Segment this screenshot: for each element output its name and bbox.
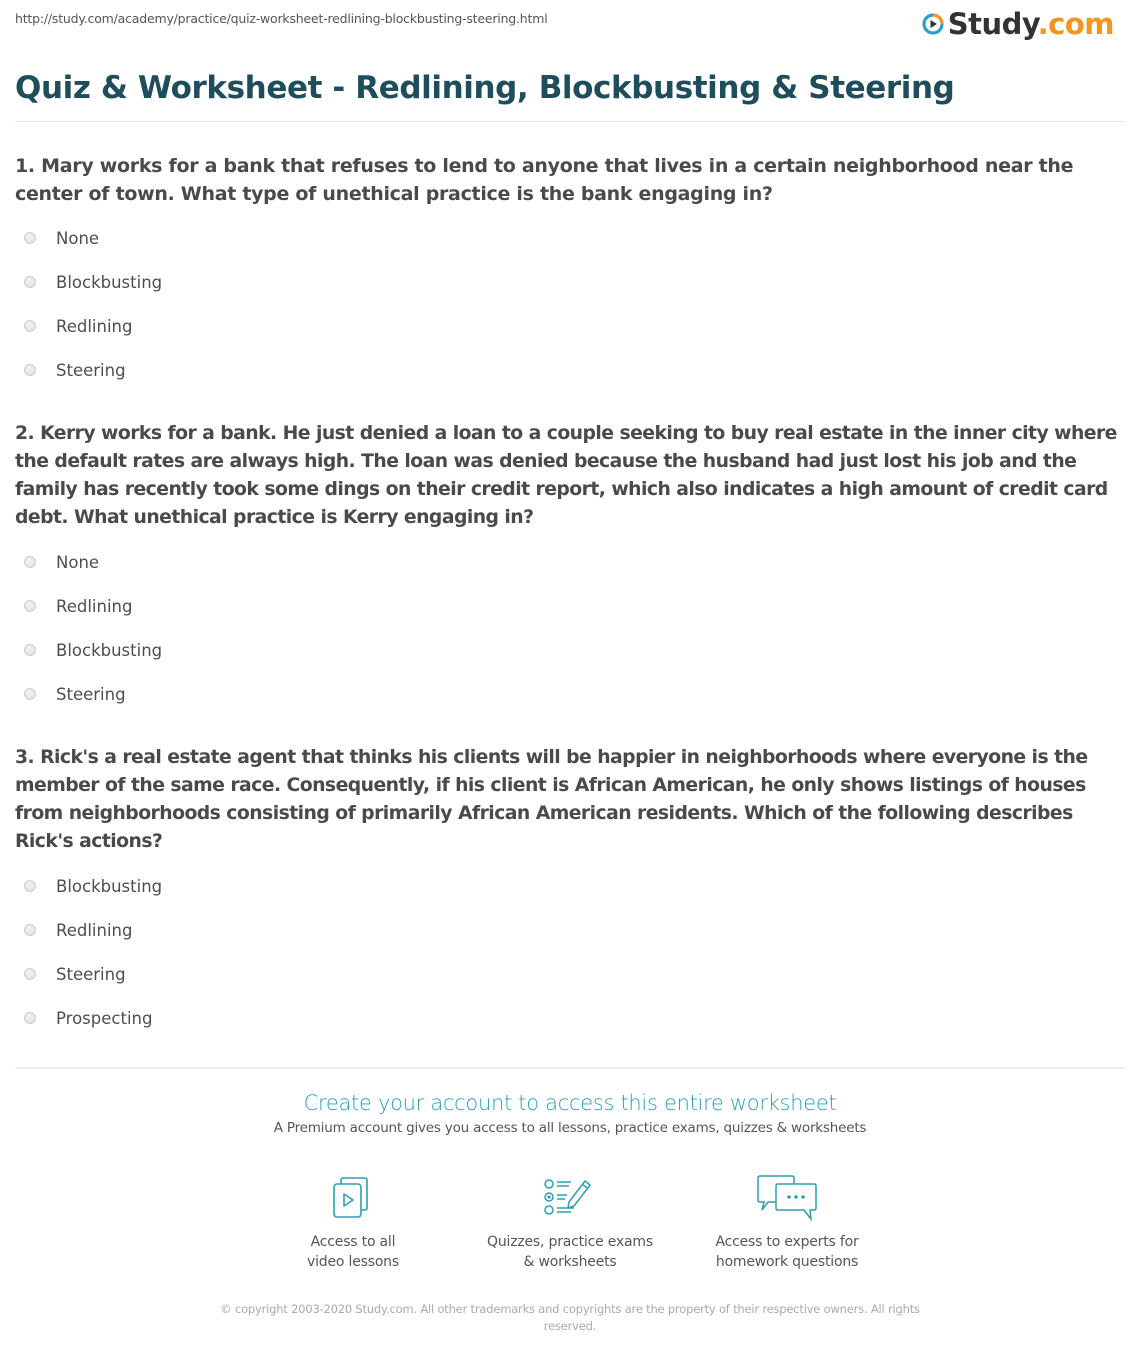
answer-label: Redlining [56,920,133,940]
feature-label: homework questions [715,1254,859,1270]
answer-label: Blockbusting [56,876,163,896]
radio-button[interactable] [24,644,36,656]
premium-features [0,1172,1140,1272]
radio-button[interactable] [24,968,36,980]
question-2 [15,420,1125,716]
video-lessons-icon [320,1172,386,1226]
logo-name: Study [947,7,1038,41]
answer-option[interactable] [15,260,1125,304]
page-url: http://study.com/academy/practice/quiz-worksheet-redlining-blockbusting-steering.html [15,11,548,26]
answer-label: Redlining [56,596,133,616]
answer-option[interactable] [15,908,1125,952]
answer-label: None [56,552,100,572]
answer-label: Blockbusting [56,272,163,292]
radio-button[interactable] [24,600,36,612]
radio-button[interactable] [24,556,36,568]
radio-button[interactable] [24,232,36,244]
answer-option[interactable] [15,952,1125,996]
answer-option[interactable] [15,628,1125,672]
answer-option[interactable] [15,996,1125,1040]
question-text: 3. Rick's a real estate agent that thinks his clients will be happier in neighborhoods where everyone is the member of the same race. Consequently, if his client is African American, he only shows listings of houses from neighborhoods consisting of primarily African American residents. Which of the following describes Rick's actions? [15,747,1088,852]
radio-button[interactable] [24,364,36,376]
answer-option[interactable] [15,672,1125,716]
feature-label: Access to all [310,1234,396,1250]
radio-button[interactable] [24,924,36,936]
feature-label: & worksheets [523,1254,617,1270]
answer-label: Steering [56,964,126,984]
answer-option[interactable] [15,540,1125,584]
chat-experts-icon [754,1172,820,1226]
cta-subtitle: A Premium account gives you access to all lessons, practice exams, quizzes & worksheets [273,1120,867,1136]
answer-option[interactable] [15,864,1125,908]
question-3 [15,744,1125,1040]
answer-option[interactable] [15,348,1125,392]
study-play-logo-icon [922,13,944,35]
signup-cta [0,1091,1140,1136]
answer-option[interactable] [15,304,1125,348]
feature-label: Quizzes, practice exams [487,1234,653,1250]
question-1 [15,152,1125,392]
feature-quizzes [462,1172,679,1272]
answer-label: Redlining [56,316,133,336]
answer-label: Steering [56,360,126,380]
question-text: 1. Mary works for a bank that refuses to lend to anyone that lives in a certain neighborhood near the center of town. What type of unethical practice is the bank engaging in? [15,155,1074,205]
feature-label: video lessons [307,1254,399,1270]
radio-button[interactable] [24,688,36,700]
answer-option[interactable] [15,584,1125,628]
radio-button[interactable] [24,320,36,332]
copyright-notice: © copyright 2003-2020 Study.com. All other trademarks and copyrights are the property of their respective owners. All rights reserved. [220,1302,920,1333]
logo-suffix: .com [1037,7,1114,41]
title-divider [15,121,1125,122]
answer-list [15,864,1125,1040]
answer-label: Blockbusting [56,640,163,660]
study-logo[interactable] [922,9,1114,39]
logo-text [948,9,1114,39]
section-divider [15,1067,1125,1069]
answer-list [15,540,1125,716]
radio-button[interactable] [24,1012,36,1024]
feature-video-lessons [245,1172,462,1272]
feature-label: Access to experts for [715,1234,859,1250]
feature-experts [679,1172,896,1272]
answer-label: Prospecting [56,1008,153,1028]
cta-title-link[interactable]: Create your account to access this entire worksheet [303,1091,837,1115]
answer-label: Steering [56,684,126,704]
radio-button[interactable] [24,276,36,288]
radio-button[interactable] [24,880,36,892]
question-text: 2. Kerry works for a bank. He just denied a loan to a couple seeking to buy real estate in the inner city where the default rates are always high. The loan was denied because the husband had just lost his job and the family has recently took some dings on their credit report, which also indicates a high amount of credit card debt. What unethical practice is Kerry engaging in? [15,423,1117,528]
page-title: Quiz & Worksheet - Redlining, Blockbusting & Steering [15,70,955,106]
answer-label: None [56,228,100,248]
answer-option[interactable] [15,216,1125,260]
answer-list [15,216,1125,392]
quiz-checklist-icon [537,1172,603,1226]
